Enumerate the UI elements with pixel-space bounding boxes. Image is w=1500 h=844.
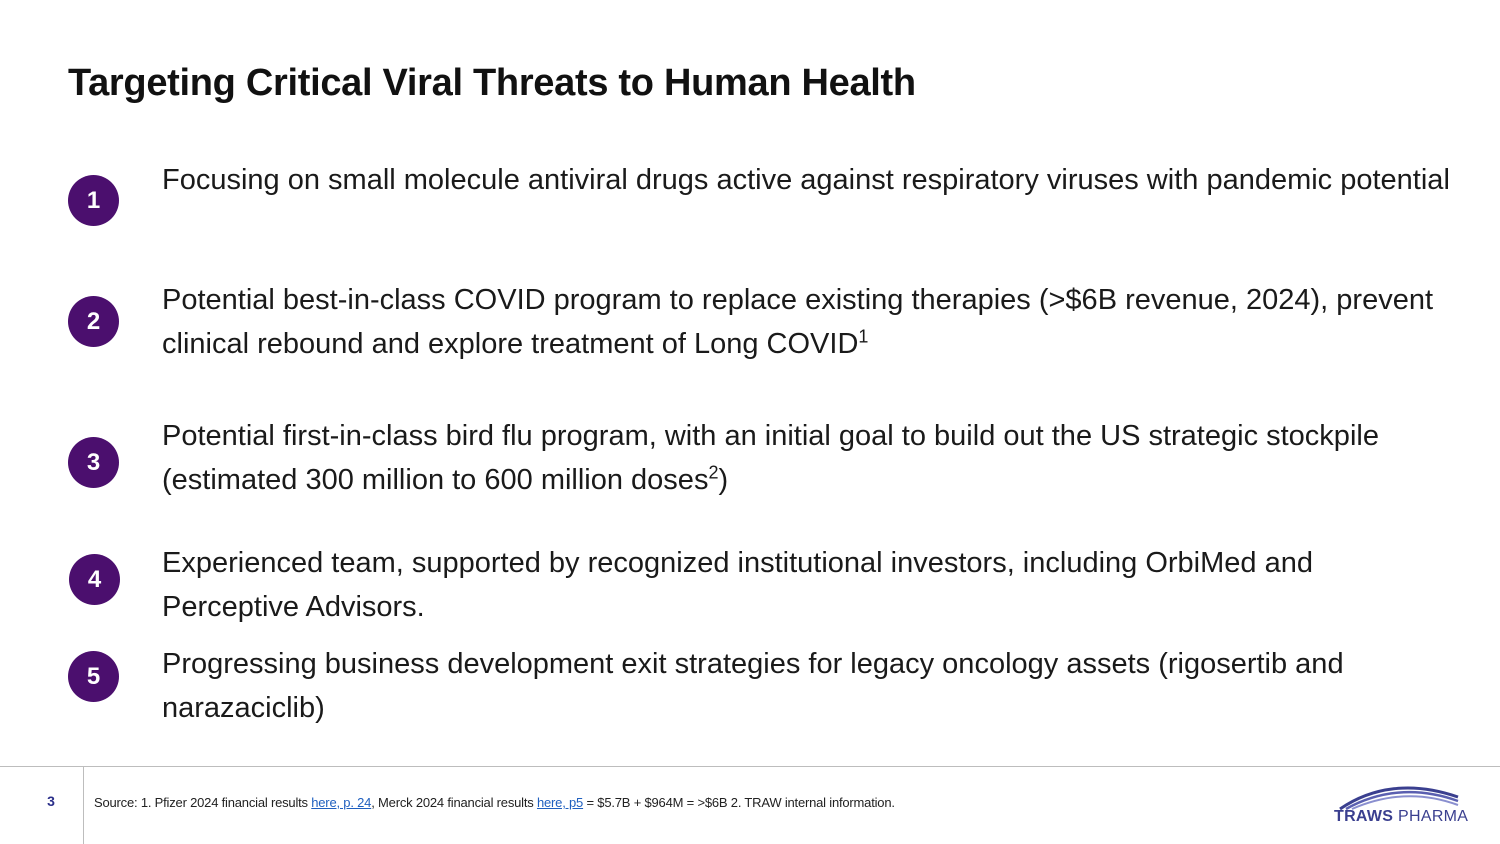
page-number: 3 [47, 793, 55, 809]
bullet-text-1 [162, 158, 1452, 202]
bullet-text-3-close: ) [718, 464, 729, 496]
source-prefix: Source: 1. Pfizer 2024 financial results [94, 795, 312, 810]
bullet-text-1-body: Focusing on small molecule antiviral drugs active against respiratory viruses with pandemic potential [162, 164, 1450, 196]
number-badge-2: 2 [68, 296, 119, 347]
bullet-text-2 [162, 278, 1452, 366]
logo-word-traws: TRAWS [1334, 808, 1394, 825]
bullet-text-4-body: Experienced team, supported by recognized institutional investors, including OrbiMed and Perceptive Advisors. [162, 547, 1313, 623]
pfizer-source-link[interactable]: here, p. 24 [311, 795, 372, 810]
footer [0, 766, 1500, 844]
footer-divider [83, 767, 84, 844]
number-badge-3: 3 [68, 437, 119, 488]
bullet-text-2-body: Potential best-in-class COVID program to replace existing therapies (>$6B revenue, 2024), prevent clinical rebound and explore treatment of Long COVID [162, 284, 1434, 360]
source-suffix: = $5.7B + $964M = >$6B 2. TRAW internal information. [583, 795, 895, 810]
source-middle: , Merck 2024 financial results [371, 795, 537, 810]
number-badge-5: 5 [68, 651, 119, 702]
page-title: Targeting Critical Viral Threats to Human Health [68, 62, 916, 104]
footnote-ref-2: 2 [708, 462, 719, 483]
logo-text [1334, 808, 1468, 826]
merck-source-link[interactable]: here, p5 [536, 795, 584, 810]
bullet-text-4 [162, 541, 1452, 629]
footnote-ref-1: 1 [858, 326, 869, 347]
source-note [94, 795, 895, 810]
logo-word-pharma: PHARMA [1393, 808, 1469, 825]
traws-pharma-logo [1332, 781, 1467, 829]
bullet-text-5-body: Progressing business development exit strategies for legacy oncology assets (rigosertib and narazaciclib) [162, 648, 1344, 724]
number-badge-4: 4 [69, 554, 120, 605]
bullet-text-3 [162, 414, 1452, 502]
logo-swoosh-icon [1332, 781, 1467, 811]
bullet-text-5 [162, 642, 1452, 730]
bullet-text-3-body: Potential first-in-class bird flu program, with an initial goal to build out the US strategic stockpile (estimated 300 million to 600 million doses [162, 420, 1379, 496]
number-badge-1: 1 [68, 175, 119, 226]
